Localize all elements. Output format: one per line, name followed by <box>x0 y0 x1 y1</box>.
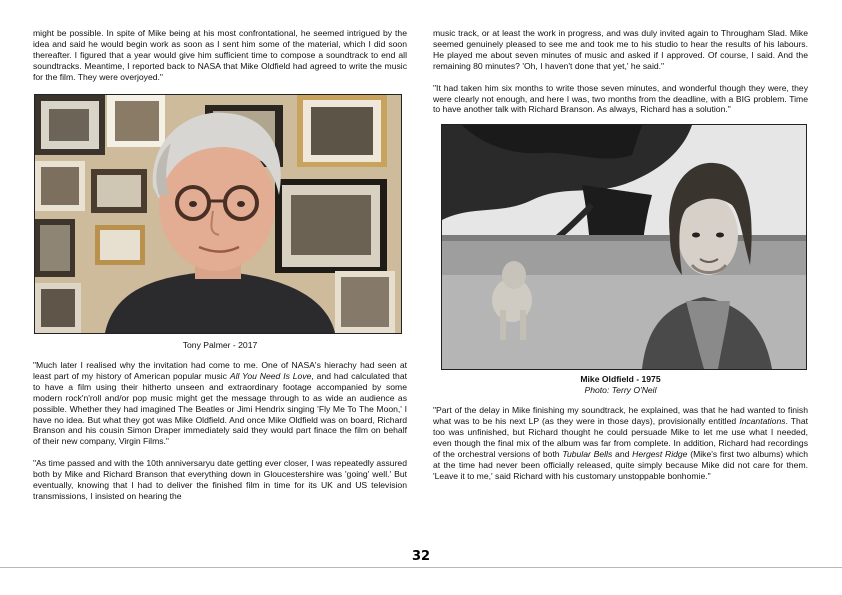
right-column <box>433 28 808 482</box>
mike-oldfield-caption <box>433 374 808 395</box>
left-column <box>33 28 407 502</box>
left-paragraph-3: "As time passed and with the 10th anniversaryu date getting ever closer, I was repeatedly assured both by Mike and Richard Branson that everything down in Gloucestershire was 'going' well.' But eventually, knowing that I had to deliver the finished film in time for its UK and US television transmissions, I insisted on hearing the <box>33 458 407 501</box>
film-title-all-you-need-is-love: All You Need Is Love <box>229 370 312 381</box>
tony-palmer-photo <box>34 94 402 334</box>
right-paragraph-3: "Part of the delay in Mike finishing my soundtrack, he explained, was that he had wanted to finish what was to be his next LP (as they were in those days), provisionally entitled Incantations. That too was unfinished, but Richard thought he could persuade Mike to let me use what I needed, even though the final mix of the album was far from complete. In addition, Richard had recordings of the orchestral versions of both Tubular Bells and Hergest Ridge (Mike's first two albums) which at the time had never been officially released, quite simply because Mike did not care for them. 'Leave it to me,' said Richard with his customary unstoppable bonhomie." <box>433 405 808 481</box>
page-bottom-rule <box>0 567 842 568</box>
album-title-tubular-bells: Tubular Bells <box>562 448 613 459</box>
page-number: 32 <box>411 549 431 564</box>
album-title-hergest-ridge: Hergest Ridge <box>632 448 688 459</box>
album-title-incantations: Incantations <box>739 416 786 427</box>
caption-name: Mike Oldfield - 1975 <box>580 374 661 385</box>
right-paragraph-2: "It had taken him six months to write those seven minutes, and wonderful though they were, they were clearly not enough, and here I was, two months from the deadline, with a BIG problem. Time to have another talk with Richard Branson. As always, Richard has a solution." <box>433 82 808 115</box>
left-paragraph-2: "Much later I realised why the invitation had come to me. One of NASA's hierachy had seen at least part of my history of American popular music All You Need Is Love, and had calculated that to have a film using their hitherto unseen and extraordinary footage accompanied by some modern rock'n'roll and/or pop music might get the message through to as wide an audience as possible. Whether they had imagined The Beatles or Jimi Hendrix singing 'Fly Me To The Moon,' I have no idea. But what they got was Mike Oldfield. And once Mike Oldfield was on board, Richard Branson and his cousin Simon Draper immediately said they would part finace the film on behalf of their new company, Virgin Films." <box>33 360 407 447</box>
mike-oldfield-photo <box>441 124 807 370</box>
photo-credit: Photo: Terry O'Neil <box>584 384 657 395</box>
tony-palmer-caption: Tony Palmer - 2017 <box>182 339 258 350</box>
right-paragraph-1: music track, or at least the work in progress, and was duly invited again to Througham Slad. Mike seemed genuinely pleased to see me and took me to his studio to hear the results of his labours. He played me about seven minutes of music and asked if I approved. Of course, I said. And the remaining 80 minutes? 'Oh, I haven't done that yet,' he said." <box>433 28 808 71</box>
left-paragraph-1: might be possible. In spite of Mike being at his most confrontational, he seemed intrigued by the idea and said he would begin work as soon as I sent him some of the material, which I did soon thereafter. I figured that a year would give him sufficient time to compose a soundtrack to end all soundtracks. Meantime, I reported back to NASA that Mike Oldfield had agreed to write the music for the film. They were overjoyed." <box>33 28 407 82</box>
